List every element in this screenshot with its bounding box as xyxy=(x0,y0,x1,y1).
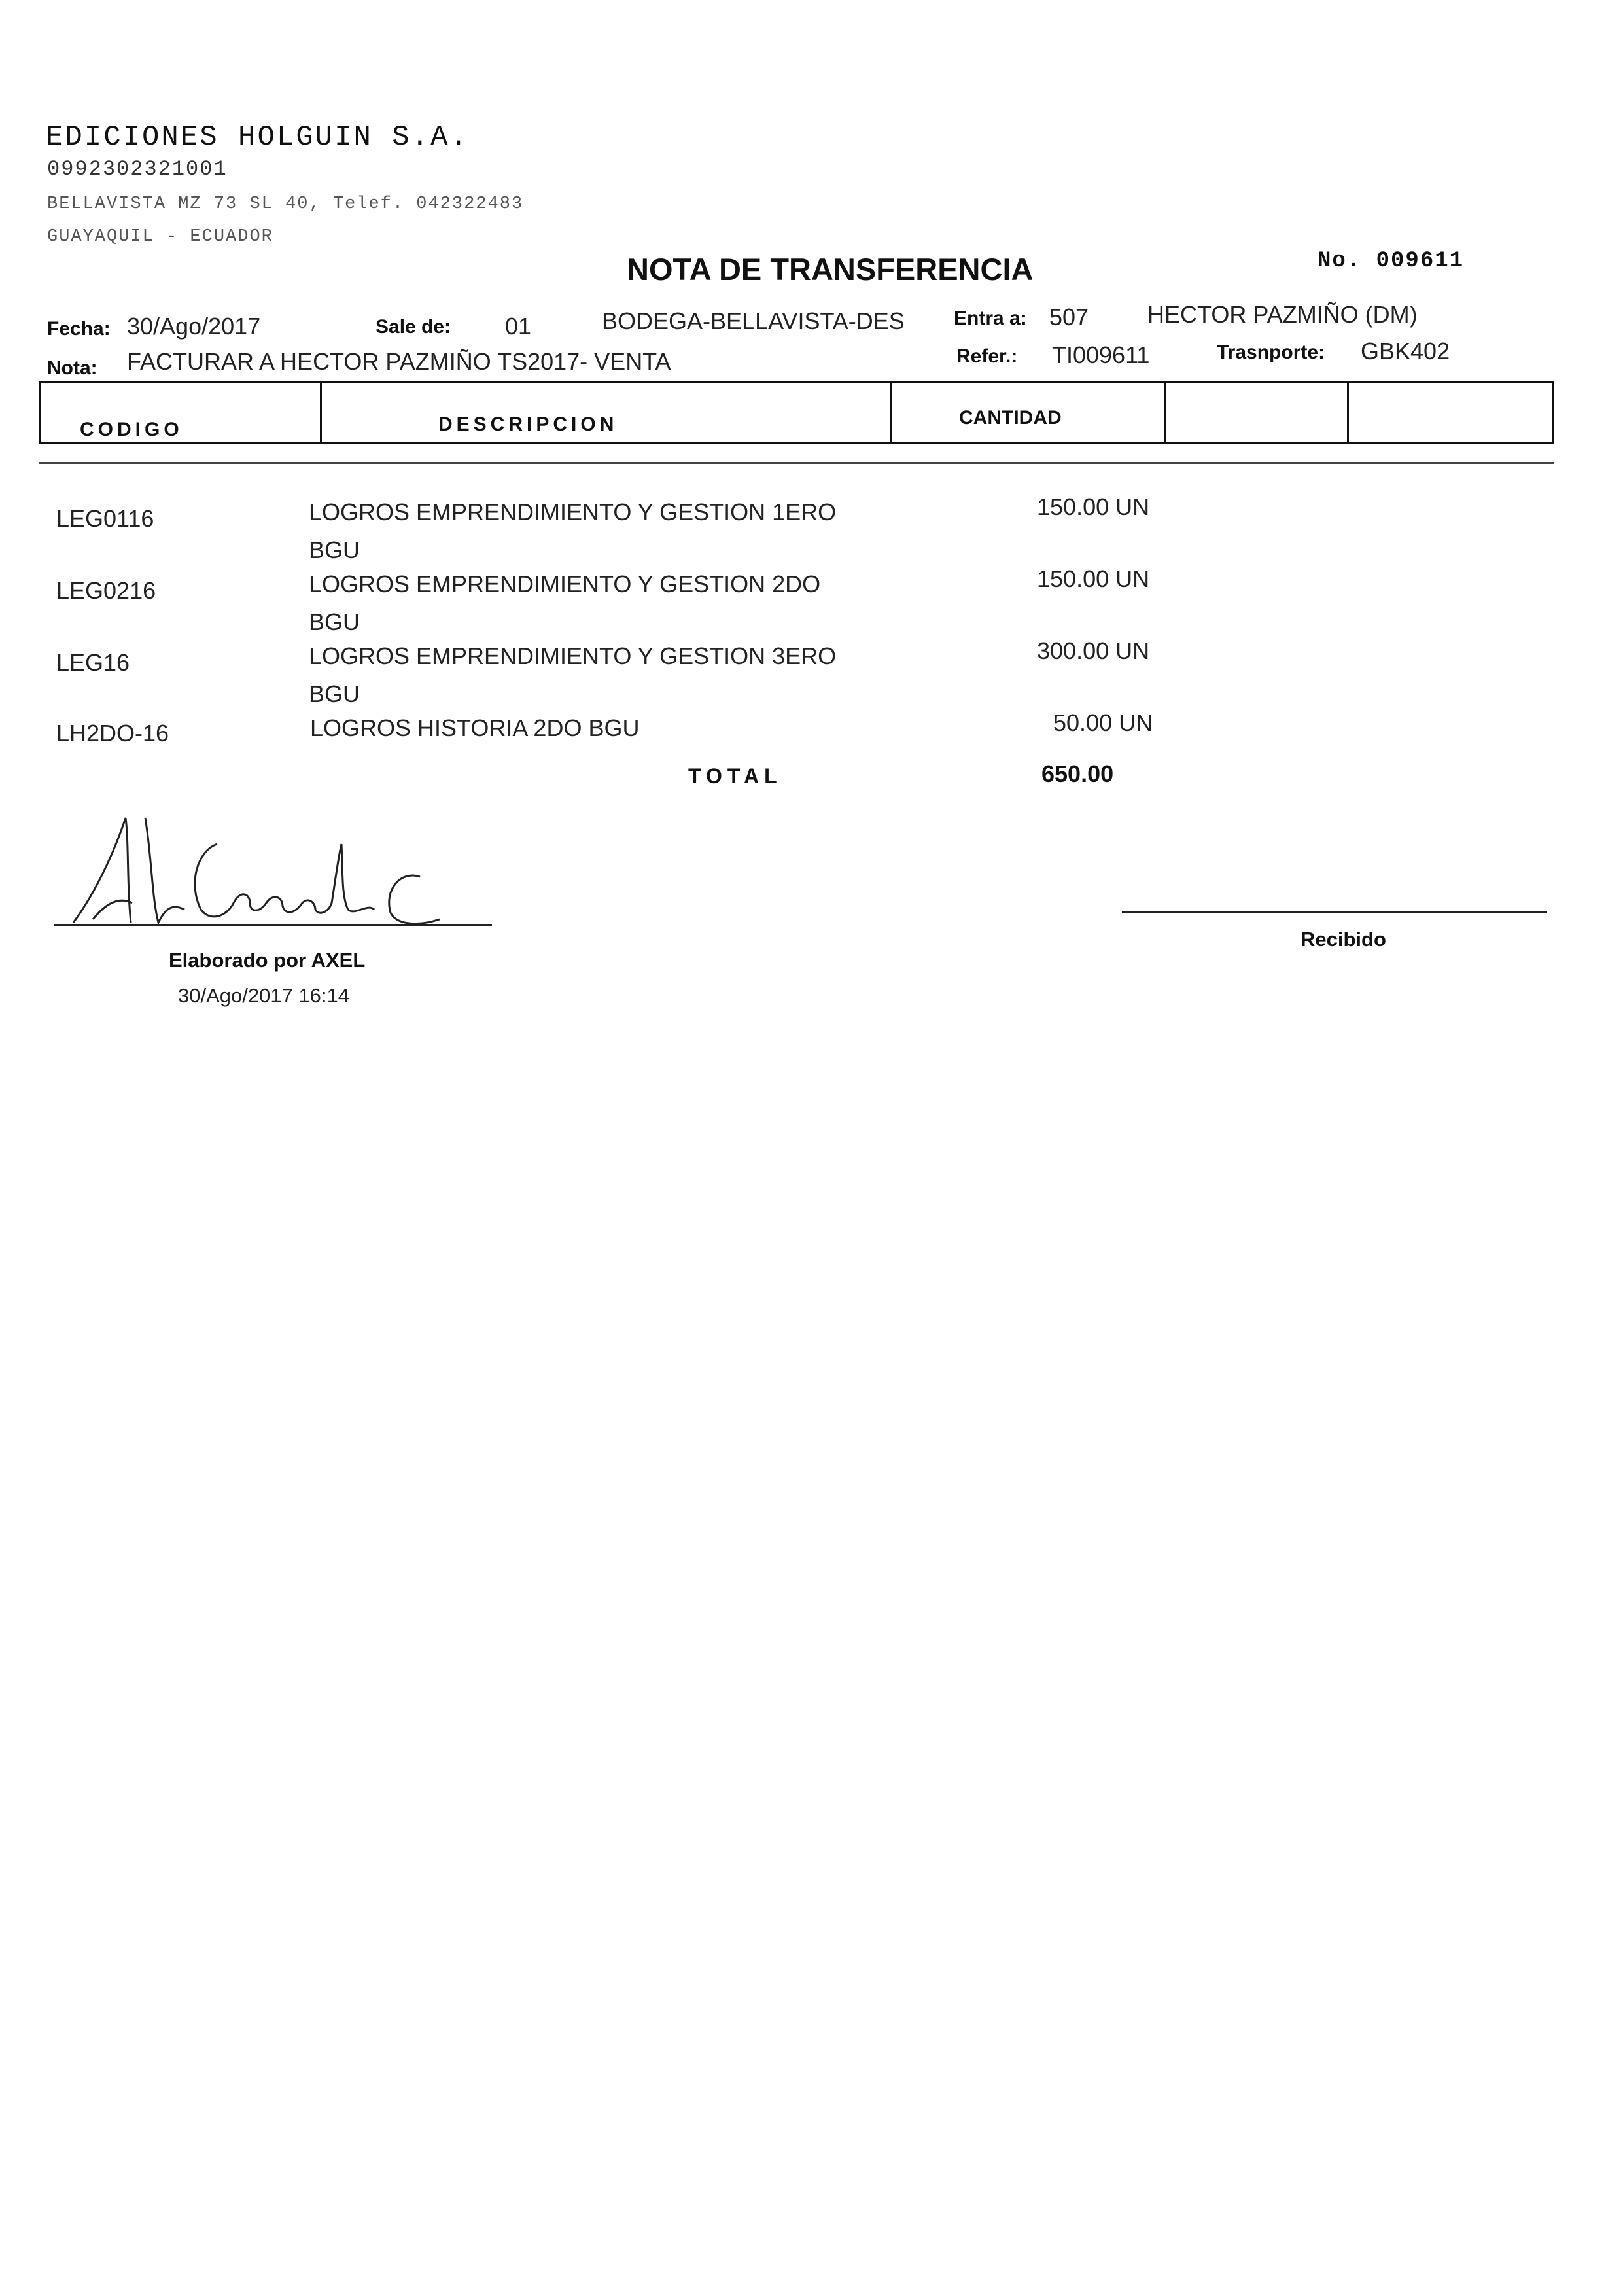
transporte-label: Trasnporte: xyxy=(1217,342,1325,363)
elaborado-fecha: 30/Ago/2017 16:14 xyxy=(178,984,350,1007)
row-descripcion-cont: BGU xyxy=(309,609,360,635)
column-divider xyxy=(1347,381,1349,444)
refer-value: TI009611 xyxy=(1052,342,1150,368)
sale-de-code: 01 xyxy=(505,313,532,340)
row-cantidad: 300.00 UN xyxy=(1037,637,1150,664)
column-divider xyxy=(890,381,892,444)
sale-de-label: Sale de: xyxy=(375,316,451,338)
nota-label: Nota: xyxy=(47,357,97,379)
fecha-label: Fecha: xyxy=(47,318,111,340)
company-name: EDICIONES HOLGUIN S.A. xyxy=(46,121,469,154)
entra-a-code: 507 xyxy=(1049,304,1089,330)
company-ruc: 0992302321001 xyxy=(47,157,228,181)
row-codigo: LH2DO-16 xyxy=(56,720,169,747)
row-cantidad: 50.00 UN xyxy=(1053,709,1153,736)
fecha-value: 30/Ago/2017 xyxy=(127,313,261,340)
row-descripcion-cont: BGU xyxy=(309,680,360,707)
transporte-value: GBK402 xyxy=(1361,338,1450,364)
row-cantidad: 150.00 UN xyxy=(1037,565,1150,592)
row-descripcion: LOGROS EMPRENDIMIENTO Y GESTION 3ERO xyxy=(309,643,837,669)
refer-label: Refer.: xyxy=(956,345,1018,367)
row-descripcion: LOGROS HISTORIA 2DO BGU xyxy=(310,715,640,741)
row-descripcion: LOGROS EMPRENDIMIENTO Y GESTION 1ERO xyxy=(309,499,837,525)
entra-a-name: HECTOR PAZMIÑO (DM) xyxy=(1147,301,1418,328)
row-descripcion-cont: BGU xyxy=(309,537,360,563)
table-header xyxy=(39,381,1554,444)
table-separator xyxy=(39,462,1554,464)
received-line xyxy=(1122,911,1547,913)
document-title: NOTA DE TRANSFERENCIA xyxy=(627,252,1034,287)
entra-a-label: Entra a: xyxy=(954,308,1027,329)
company-address: BELLAVISTA MZ 73 SL 40, Telef. 042322483 xyxy=(47,194,524,214)
elaborado-por: Elaborado por AXEL xyxy=(169,949,366,972)
signature-image xyxy=(54,805,446,936)
row-cantidad: 150.00 UN xyxy=(1037,493,1150,520)
column-divider xyxy=(1164,381,1166,444)
document-number: No. 009611 xyxy=(1318,249,1465,274)
signature-line xyxy=(54,924,492,926)
header-codigo: CODIGO xyxy=(80,419,183,440)
row-codigo: LEG0216 xyxy=(56,577,156,604)
sale-de-name: BODEGA-BELLAVISTA-DES xyxy=(602,308,905,334)
row-descripcion: LOGROS EMPRENDIMIENTO Y GESTION 2DO xyxy=(309,571,821,597)
header-cantidad: CANTIDAD xyxy=(959,407,1062,429)
header-descripcion: DESCRIPCION xyxy=(438,414,618,435)
nota-value: FACTURAR A HECTOR PAZMIÑO TS2017- VENTA xyxy=(127,348,671,375)
total-value: 650.00 xyxy=(1041,760,1114,787)
row-codigo: LEG0116 xyxy=(56,505,154,532)
total-label: TOTAL xyxy=(688,764,782,788)
row-codigo: LEG16 xyxy=(56,649,130,676)
column-divider xyxy=(320,381,322,444)
recibido-label: Recibido xyxy=(1300,928,1386,951)
company-city: GUAYAQUIL - ECUADOR xyxy=(47,227,273,247)
